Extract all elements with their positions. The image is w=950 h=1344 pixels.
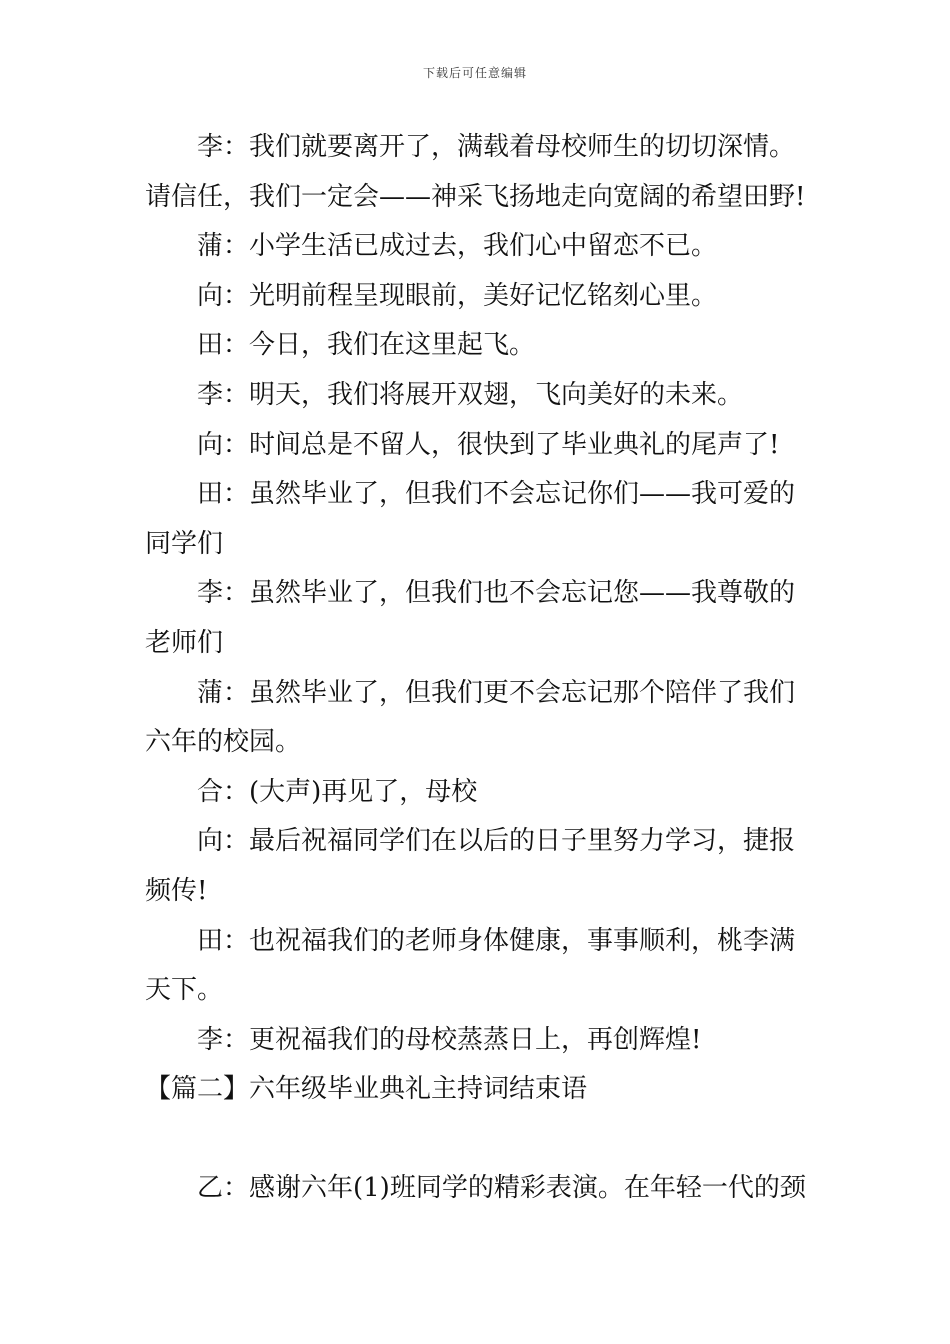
paragraph-line: 同学们 xyxy=(145,528,224,559)
paragraph-line: 乙：感谢六年(1)班同学的精彩表演。在年轻一代的颈 xyxy=(197,1173,806,1204)
paragraph-line: 田：今日，我们在这里起飞。 xyxy=(197,330,536,361)
section-heading: 【篇二】六年级毕业典礼主持词结束语 xyxy=(145,1074,588,1105)
paragraph-line: 李：虽然毕业了，但我们也不会忘记您——我尊敬的 xyxy=(197,578,796,609)
paragraph-line: 田：也祝福我们的老师身体健康，事事顺利，桃李满 xyxy=(197,925,796,956)
paragraph-line: 频传! xyxy=(145,875,208,906)
paragraph-line: 向：时间总是不留人，很快到了毕业典礼的尾声了! xyxy=(197,429,780,460)
document-body xyxy=(145,123,810,1214)
paragraph-line: 蒲：虽然毕业了，但我们更不会忘记那个陪伴了我们 xyxy=(197,677,796,708)
paragraph-line: 向：光明前程呈现眼前，美好记忆铭刻心里。 xyxy=(197,280,718,311)
blank-line xyxy=(145,1115,810,1165)
paragraph-line: 老师们 xyxy=(145,627,224,658)
paragraph-line: 李：我们就要离开了，满载着母校师生的切切深情。 xyxy=(197,132,796,162)
paragraph-line: 李：更祝福我们的母校蒸蒸日上，再创辉煌! xyxy=(197,1024,702,1055)
paragraph-line: 请信任，我们一定会——神采飞扬地走向宽阔的希望田野! xyxy=(145,181,806,212)
paragraph-line: 田：虽然毕业了，但我们不会忘记你们——我可爱的 xyxy=(197,479,796,510)
paragraph-line: 天下。 xyxy=(145,975,224,1006)
paragraph-line: 合：(大声)再见了，母校 xyxy=(197,776,478,807)
paragraph-line: 向：最后祝福同学们在以后的日子里努力学习，捷报 xyxy=(197,826,796,857)
page-header: 下载后可任意编辑 xyxy=(422,66,527,80)
paragraph-line: 蒲：小学生活已成过去，我们心中留恋不已。 xyxy=(197,231,718,262)
paragraph-line: 六年的校园。 xyxy=(145,727,302,758)
paragraph-line: 李：明天，我们将展开双翅，飞向美好的未来。 xyxy=(197,379,744,410)
